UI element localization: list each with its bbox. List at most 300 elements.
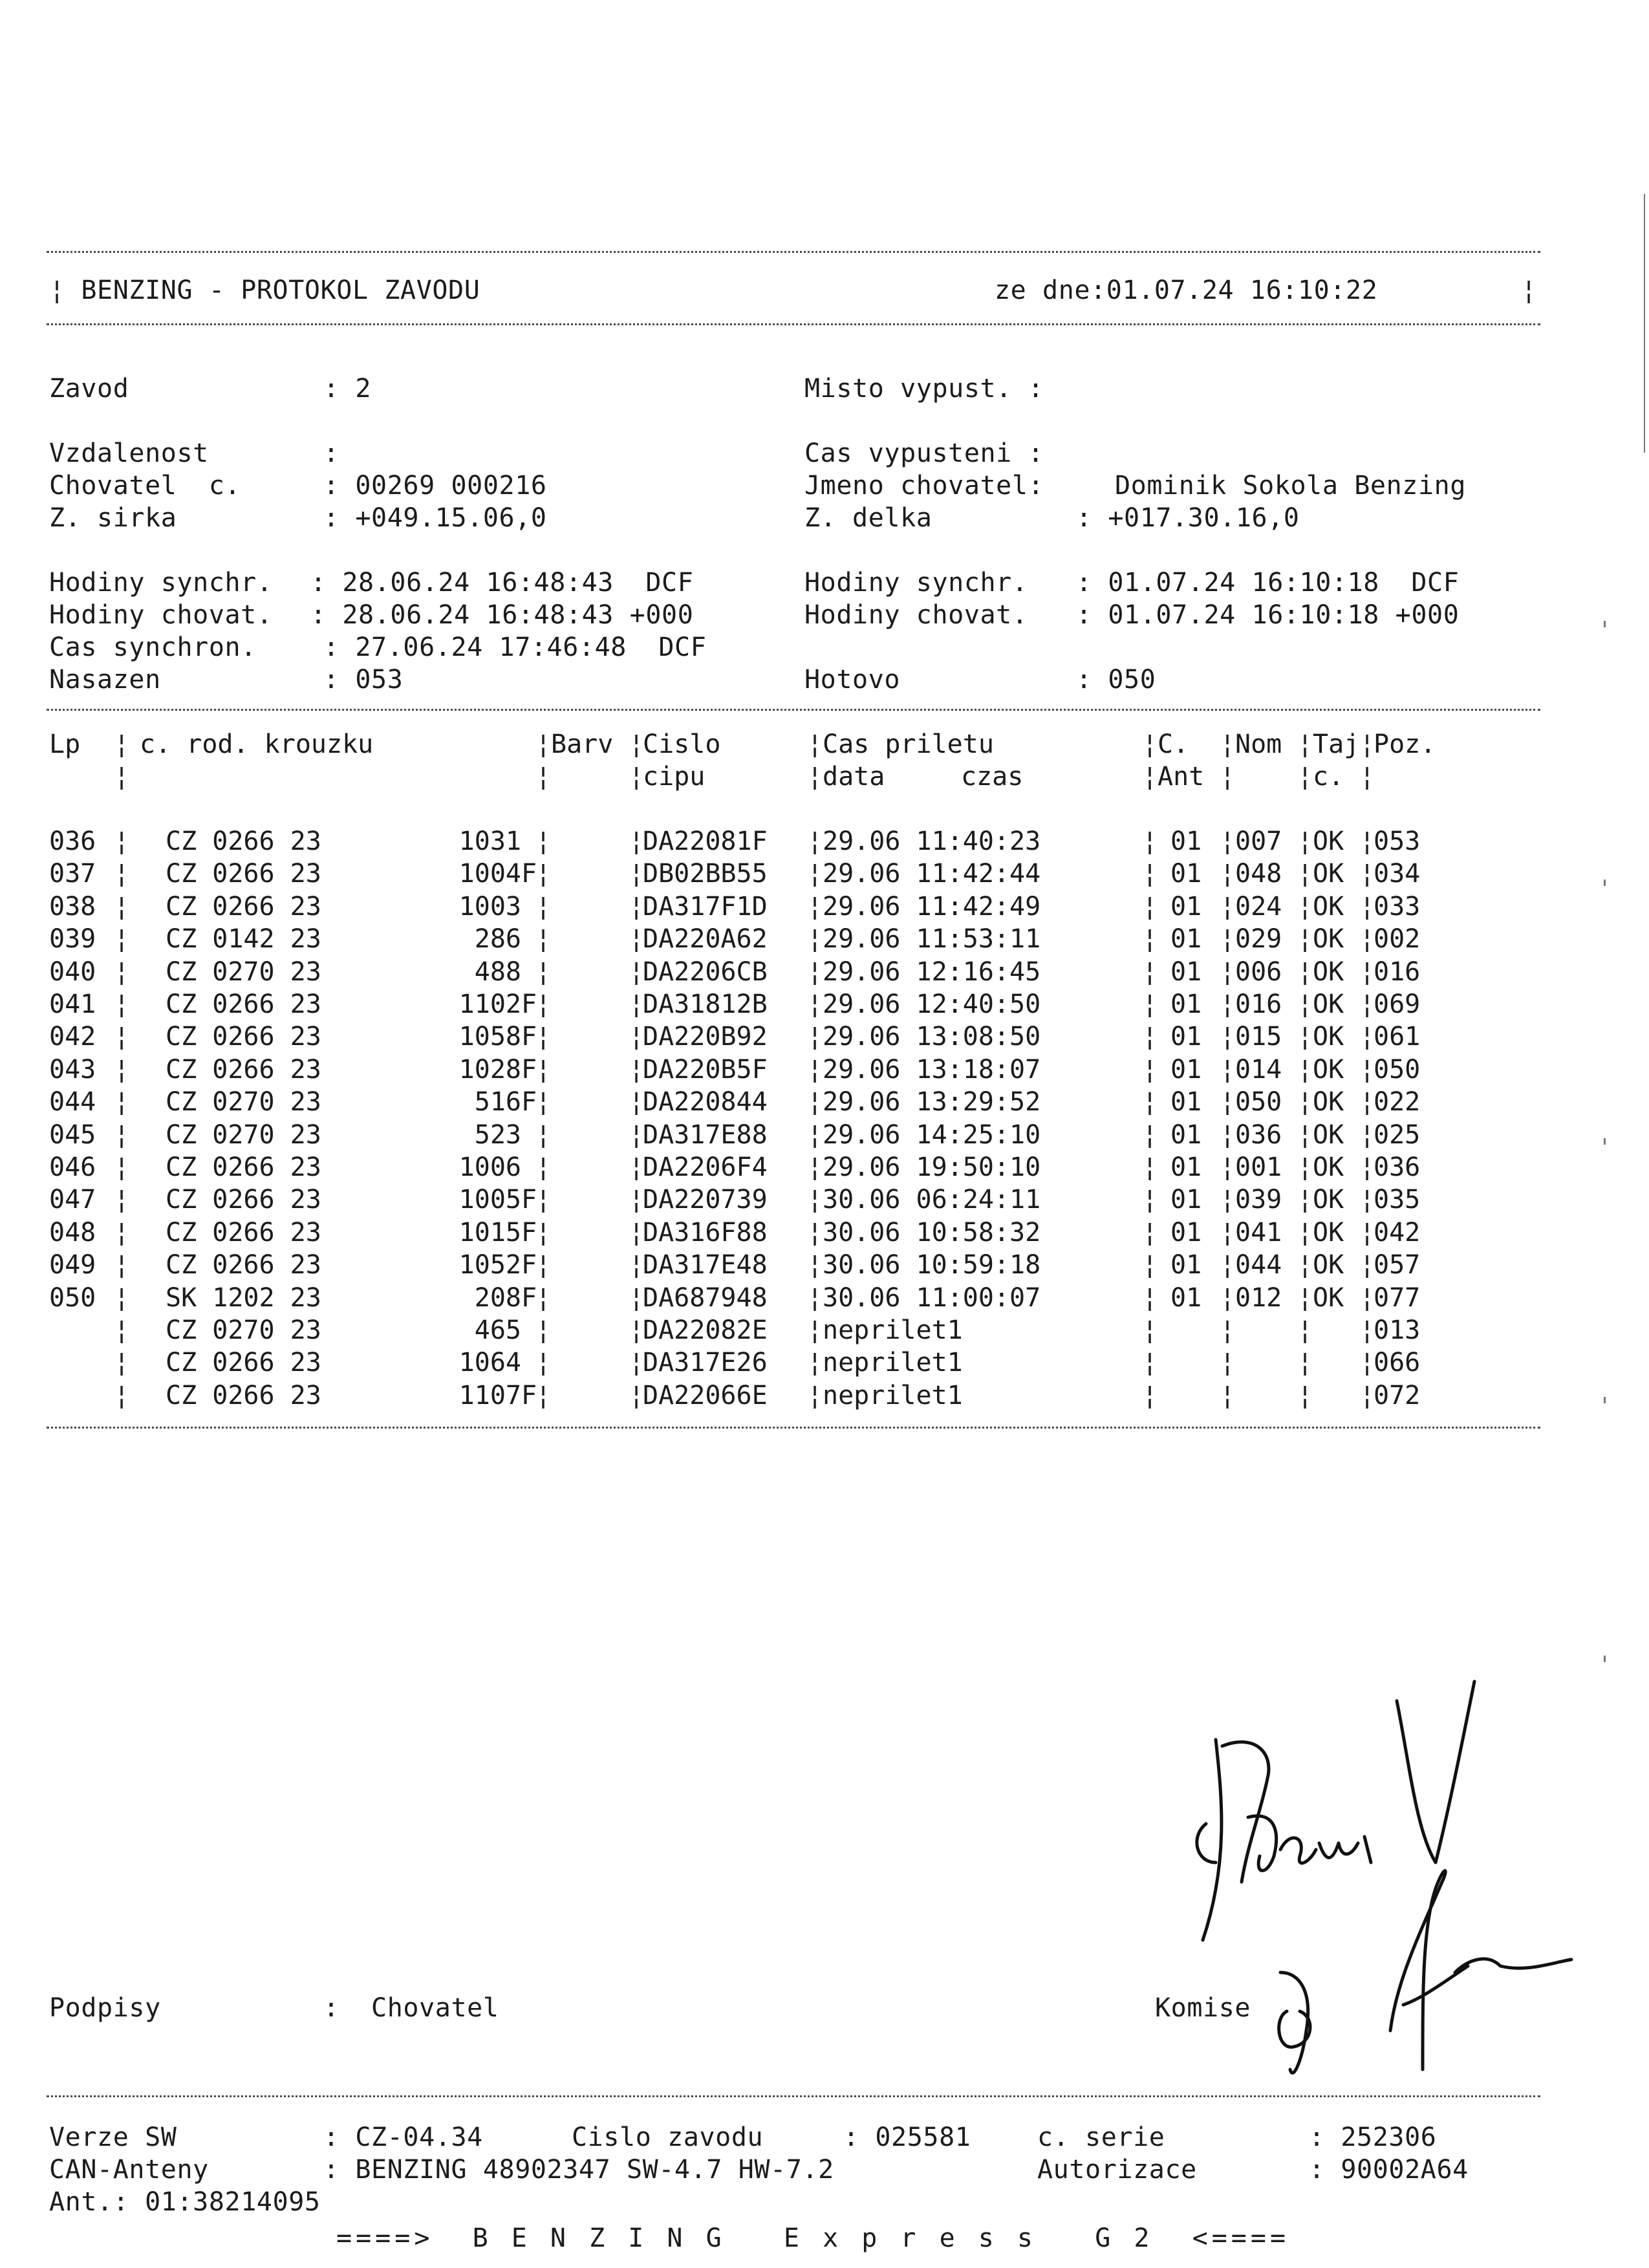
ring-flag-cell: F — [521, 1185, 537, 1215]
footer-banner: ====> B E N Z I N G E x p r e s s G 2 <==== — [336, 2223, 1290, 2253]
position-cell: 053 — [1374, 826, 1421, 856]
column-separator: ¦ — [807, 859, 823, 889]
ring-number-cell: 1028 — [458, 1054, 521, 1085]
column-separator: ¦ — [535, 1282, 552, 1313]
position-cell: 072 — [1374, 1380, 1421, 1410]
column-separator: ¦ — [807, 1119, 823, 1150]
ring-cell: CZ 0266 23 — [166, 1022, 321, 1052]
lp-cell: 039 — [49, 924, 96, 955]
hodiny-synchr-label-1: Hodiny synchr. — [49, 568, 273, 598]
z-sirka-label: Z. sirka — [49, 503, 177, 533]
lp-cell: 044 — [49, 1087, 96, 1118]
jmeno-chovatel-label: Jmeno chovatel: — [804, 471, 1044, 501]
ant-value: 01:38214095 — [145, 2187, 321, 2217]
column-separator: ¦ — [1359, 1217, 1375, 1247]
column-separator: ¦ — [629, 891, 645, 922]
hodiny-chovat-label-2: Hodiny chovat. — [804, 600, 1028, 630]
column-separator: ¦ — [1220, 1315, 1236, 1345]
nom-cell: 029 — [1235, 924, 1282, 955]
header-cipu: cipu — [643, 762, 706, 792]
nom-cell: 015 — [1235, 1022, 1282, 1052]
chip-cell: DA220A62 — [643, 924, 768, 955]
position-cell: 061 — [1374, 1022, 1421, 1052]
hodiny-synchr-value-1: : 28.06.24 16:48:43 DCF — [310, 568, 694, 598]
header-lp: Lp — [49, 729, 81, 759]
taj-cell: OK — [1313, 1087, 1344, 1118]
column-separator: ¦ — [629, 1054, 645, 1085]
taj-cell: OK — [1313, 859, 1344, 889]
ring-cell: CZ 0266 23 — [166, 826, 321, 856]
column-separator: ¦ — [1220, 1250, 1236, 1280]
taj-cell: OK — [1313, 1152, 1344, 1182]
column-separator: ¦ — [114, 956, 130, 987]
column-separator: ¦ — [1142, 1315, 1158, 1345]
column-separator: ¦ — [535, 826, 552, 856]
lp-cell: 038 — [49, 891, 96, 922]
position-cell: 077 — [1374, 1282, 1421, 1313]
ring-number-cell: 1052 — [458, 1250, 521, 1280]
taj-cell: OK — [1313, 1217, 1344, 1247]
column-separator: ¦ — [535, 1152, 552, 1182]
chip-cell: DA22082E — [643, 1315, 768, 1345]
column-separator: ¦ — [1297, 924, 1313, 955]
arrival-time-cell: neprilet1 — [823, 1380, 963, 1410]
ring-flag-cell: F — [521, 1217, 537, 1247]
ring-flag-cell — [521, 1314, 537, 1346]
column-separator: ¦ — [1297, 1217, 1313, 1247]
column-separator: ¦ — [1297, 1152, 1313, 1182]
ring-number-cell: 1015 — [458, 1217, 521, 1247]
z-delka-label: Z. delka — [804, 503, 932, 533]
ring-number-cell: 488 — [474, 956, 521, 987]
ring-number-cell: 1031 — [458, 826, 521, 856]
arrival-time-cell: neprilet1 — [823, 1315, 963, 1345]
position-cell: 069 — [1374, 989, 1421, 1019]
column-separator: ¦ — [1142, 891, 1158, 922]
ring-number-cell: 1005 — [458, 1185, 521, 1215]
column-separator: ¦ — [1142, 1217, 1158, 1247]
misto-label: Misto vypust. : — [804, 374, 1044, 404]
column-separator: ¦ — [1220, 1087, 1236, 1118]
position-cell: 057 — [1374, 1250, 1421, 1280]
arrival-time-cell: 29.06 11:42:44 — [823, 859, 1041, 889]
column-separator: ¦ — [1220, 1054, 1236, 1085]
header-krouzek: c. rod. krouzku — [140, 729, 374, 759]
chip-cell: DA317F1D — [643, 891, 768, 922]
column-separator: ¦ — [1297, 826, 1313, 856]
column-separator: ¦ — [807, 1380, 823, 1410]
column-separator: ¦ — [1297, 1022, 1313, 1052]
nom-cell: 001 — [1235, 1152, 1282, 1182]
column-separator: ¦ — [807, 1054, 823, 1085]
chip-cell: DA220739 — [643, 1185, 768, 1215]
position-cell: 002 — [1374, 924, 1421, 955]
column-separator: ¦ — [1142, 1380, 1158, 1410]
taj-cell: OK — [1313, 1282, 1344, 1313]
column-separator: ¦ — [1220, 924, 1236, 955]
ring-number-cell: 1003 — [458, 891, 521, 922]
column-separator: ¦ — [114, 1282, 130, 1313]
cislo-zavodu-label: Cislo zavodu — [572, 2122, 764, 2152]
arrival-time-cell: 29.06 12:40:50 — [823, 989, 1041, 1019]
column-separator: ¦ — [629, 1217, 645, 1247]
ring-flag-cell: F — [521, 1282, 537, 1313]
column-separator: ¦ — [1220, 1282, 1236, 1313]
chip-cell: DA220844 — [643, 1087, 768, 1118]
ring-cell: CZ 0270 23 — [166, 1315, 321, 1345]
column-separator: ¦ — [807, 1282, 823, 1313]
nom-cell: 039 — [1235, 1185, 1282, 1215]
column-separator: ¦ — [535, 1087, 552, 1118]
serie-value: : 252306 — [1309, 2122, 1437, 2152]
arrival-time-cell: 30.06 10:58:32 — [823, 1217, 1041, 1247]
column-separator: ¦ — [629, 989, 645, 1019]
divider — [47, 323, 1540, 325]
taj-cell: OK — [1313, 1119, 1344, 1150]
lp-cell: 040 — [49, 956, 96, 987]
header-cislo: Cislo — [643, 729, 721, 759]
divider — [47, 709, 1540, 711]
chip-cell: DA220B92 — [643, 1022, 768, 1052]
column-separator: ¦ — [114, 1087, 130, 1118]
vzdalenost-value: : — [323, 438, 356, 468]
ring-cell: CZ 0266 23 — [166, 1348, 321, 1378]
column-separator: ¦ — [1220, 1348, 1236, 1378]
column-separator: ¦ — [1142, 989, 1158, 1019]
column-separator: ¦ — [1297, 1250, 1313, 1280]
column-separator: ¦ — [1220, 826, 1236, 856]
arrival-time-cell: 29.06 13:29:52 — [823, 1087, 1041, 1118]
column-separator: ¦ — [1142, 826, 1158, 856]
column-separator: ¦ — [1142, 1250, 1158, 1280]
column-separator: ¦ — [1359, 1119, 1375, 1150]
column-separator: ¦ — [535, 1185, 552, 1215]
chip-cell: DA317E26 — [643, 1348, 768, 1378]
ring-flag-cell: F — [521, 1250, 537, 1280]
taj-cell: OK — [1313, 1054, 1344, 1085]
column-separator: ¦ — [535, 956, 552, 987]
lp-cell: 037 — [49, 859, 96, 889]
hodiny-chovat-value-1: : 28.06.24 16:48:43 +000 — [310, 600, 694, 630]
can-anteny-value: : BENZING 48902347 SW-4.7 HW-7.2 — [323, 2155, 834, 2185]
arrival-time-cell: 29.06 11:42:49 — [823, 891, 1041, 922]
chovatel-signature-label: : Chovatel — [323, 1993, 499, 2023]
column-separator: ¦ — [1220, 891, 1236, 922]
column-separator: ¦ — [1142, 1087, 1158, 1118]
chip-cell: DB02BB55 — [643, 859, 768, 889]
ring-cell: CZ 0266 23 — [166, 1185, 321, 1215]
column-separator: ¦ — [807, 1217, 823, 1247]
document-date: 01.07.24 16:10:22 — [1106, 275, 1378, 305]
position-cell: 022 — [1374, 1087, 1421, 1118]
column-separator: ¦ — [807, 1152, 823, 1182]
cas-synchron-value: : 27.06.24 17:46:48 DCF — [323, 632, 707, 662]
ring-flag-cell — [521, 956, 537, 988]
arrival-time-cell: 29.06 19:50:10 — [823, 1152, 1041, 1182]
nom-cell: 007 — [1235, 826, 1282, 856]
position-cell: 042 — [1374, 1217, 1421, 1247]
column-separator: ¦ — [629, 826, 645, 856]
column-separator: ¦ — [1297, 1054, 1313, 1085]
chovatel-label: Chovatel c. — [49, 471, 241, 501]
column-separator: ¦ — [629, 924, 645, 955]
column-separator: ¦ — [807, 1087, 823, 1118]
header-barv: Barv — [551, 729, 614, 759]
column-separator: ¦ — [807, 956, 823, 987]
position-cell: 035 — [1374, 1185, 1421, 1215]
chip-cell: DA22066E — [643, 1380, 768, 1410]
header-czas: czas — [961, 762, 1024, 792]
column-separator: ¦ — [535, 1315, 552, 1345]
autorizace-value: : 90002A64 — [1309, 2155, 1469, 2185]
taj-cell: OK — [1313, 924, 1344, 955]
column-separator: ¦ — [1297, 859, 1313, 889]
header-poz: Poz. — [1374, 729, 1436, 759]
taj-cell: OK — [1313, 1022, 1344, 1052]
column-separator: ¦ — [114, 1380, 130, 1410]
chip-cell: DA316F88 — [643, 1217, 768, 1247]
column-separator: ¦ — [535, 859, 552, 889]
antenna-cell: 01 — [1170, 1152, 1202, 1182]
antenna-cell: 01 — [1170, 1217, 1202, 1247]
column-separator: ¦ — [807, 1348, 823, 1378]
column-separator: ¦ — [1359, 1380, 1375, 1410]
column-separator: ¦ — [629, 1152, 645, 1182]
ring-number-cell: 1064 — [458, 1348, 521, 1378]
ring-cell: CZ 0266 23 — [166, 1217, 321, 1247]
column-separator: ¦ — [1142, 1282, 1158, 1313]
column-separator: ¦ — [114, 1348, 130, 1378]
ring-number-cell: 1107 — [458, 1380, 521, 1410]
column-separator: ¦ — [1220, 989, 1236, 1019]
lp-cell: 036 — [49, 826, 96, 856]
column-separator: ¦ — [1142, 924, 1158, 955]
chovatel-value: : 00269 000216 — [323, 471, 547, 501]
column-separator: ¦ — [629, 1185, 645, 1215]
komise-signature-label: Komise — [1155, 1993, 1251, 2023]
ring-number-cell: 523 — [474, 1119, 521, 1150]
column-separator: ¦ — [1220, 956, 1236, 987]
column-separator: ¦ — [807, 891, 823, 922]
column-separator: ¦ — [114, 1315, 130, 1345]
ring-flag-cell — [521, 1119, 537, 1151]
column-separator: ¦ — [535, 891, 552, 922]
position-cell: 013 — [1374, 1315, 1421, 1345]
lp-cell: 046 — [49, 1152, 96, 1182]
header-taj-c: c. — [1313, 762, 1344, 792]
column-separator: ¦ — [1297, 1315, 1313, 1345]
header-c: C. — [1158, 729, 1189, 759]
chip-cell: DA317E48 — [643, 1250, 768, 1280]
column-separator: ¦ — [1359, 859, 1375, 889]
ring-number-cell: 465 — [474, 1315, 521, 1345]
header-taj: Taj — [1313, 729, 1360, 759]
column-separator: ¦ — [1359, 1250, 1375, 1280]
column-separator: ¦ — [629, 956, 645, 987]
column-separator: ¦ — [629, 1250, 645, 1280]
divider — [47, 2095, 1540, 2097]
antenna-cell: 01 — [1170, 1119, 1202, 1150]
ring-number-cell: 1058 — [458, 1022, 521, 1052]
column-separator: ¦ — [1297, 1087, 1313, 1118]
antenna-cell: 01 — [1170, 826, 1202, 856]
antenna-cell: 01 — [1170, 859, 1202, 889]
column-separator: ¦ — [1297, 1380, 1313, 1410]
column-separator: ¦ — [535, 1250, 552, 1280]
chip-cell: DA2206CB — [643, 956, 768, 987]
column-separator: ¦ — [114, 1054, 130, 1085]
autorizace-label: Autorizace — [1037, 2155, 1197, 2185]
header-data: data — [823, 762, 885, 792]
verze-label: Verze SW — [49, 2122, 177, 2152]
antenna-cell: 01 — [1170, 924, 1202, 955]
column-separator: ¦ — [629, 1022, 645, 1052]
column-separator: ¦ — [1142, 1152, 1158, 1182]
antenna-cell: 01 — [1170, 956, 1202, 987]
taj-cell: OK — [1313, 956, 1344, 987]
hotovo-label: Hotovo — [804, 665, 901, 695]
column-separator: ¦ — [1142, 1022, 1158, 1052]
column-separator: ¦ — [114, 1022, 130, 1052]
race-protocol-document: ¦ BENZING - PROTOKOL ZAVODU ze dne:01.07.24 16:10:22 ¦ Zavod : 2 Vzdalenost : Chovatel c. : 00269 000216 Z. sirka : +049.15.06,0 Hodiny synchr. : 28.06.24 16:48:43 DCF Hodiny chovat. : 28.06.24 16:48:43 +000 Cas synchron. : 27.06.24 17:46:48 DCF Nasazen : 053 Misto vypust. : Cas vypusteni : Jmeno chovatel: Dominik Sokola Benzing Z. delka : +017.30.16,0 Hodiny synchr. : 01.07.24 16:10:18 DCF Hodiny chovat. : 01.07.24 16:10:18 +000 Hotovo : 050 Lp ¦ c. rod. krouzku ¦ Barv ¦ Cislo ¦ Cas priletu ¦ C. ¦ Nom ¦ Taj ¦ Poz. ¦ ¦ ¦ cipu ¦ data czas ¦ Ant ¦ ¦ c. ¦ 036 ¦ CZ 0266 23 1031 ¦ ¦ DA22081F ¦ 29.06 11:40:23 ¦ 01 ¦ 007 ¦ OK ¦ 053 037 ¦ CZ 0266 23 1004 F ¦ ¦ DB02BB55 ¦ 29.06 11:42:44 ¦ 01 ¦ 048 ¦ OK ¦ 034 038 ¦ CZ 0266 23 1003 ¦ ¦ DA317F1D ¦ 29.06 11:42:49 ¦ 01 ¦ 024 ¦ OK ¦ 033 039 ¦ CZ 0142 23 286 ¦ ¦ DA220A62 ¦ 29.06 11:53:11 ¦ 01 ¦ 029 ¦ OK ¦ 002 040 ¦ CZ 0270 23 488 ¦ ¦ DA2206CB ¦ 29.06 12:16:45 ¦ 01 ¦ 006 ¦ OK ¦ 016 041 ¦ CZ 0266 23 1102 F ¦ ¦ DA31812B ¦ 29.06 12:40:50 ¦ 01 ¦ 016 ¦ OK ¦ 069 042 ¦ CZ 0266 23 1058 F ¦ ¦ DA220B92 ¦ 29.06 13:08:50 ¦ 01 ¦ 015 ¦ OK ¦ 061 043 ¦ CZ 0266 23 1028 F ¦ ¦ DA220B5F ¦ 29.06 13:18:07 ¦ 01 ¦ 014 ¦ OK ¦ 050 044 ¦ CZ 0270 23 516 F ¦ ¦ DA220844 ¦ 29.06 13:29:52 ¦ 01 ¦ 050 ¦ OK ¦ 022 045 ¦ CZ 0270 23 523 ¦ ¦ DA317E88 ¦ 29.06 14:25:10 ¦ 01 ¦ 036 ¦ OK ¦ 025 046 ¦ CZ 0266 23 1006 ¦ ¦ DA2206F4 ¦ 29.06 19:50:10 ¦ 01 ¦ 001 ¦ OK ¦ 036 047 ¦ CZ 0266 23 1005 F ¦ ¦ DA220739 ¦ 30.06 06:24:11 ¦ 01 ¦ 039 ¦ OK ¦ 035 048 ¦ CZ 0266 23 1015 F ¦ ¦ DA316F88 ¦ 30.06 10:58:32 ¦ 01 ¦ 041 ¦ OK ¦ 042 049 ¦ CZ 0266 23 1052 F ¦ ¦ DA317E48 ¦ 30.06 10:59:18 ¦ 01 ¦ 044 ¦ OK ¦ 057 050 ¦ SK 1202 23 208 F ¦ ¦ DA687948 ¦ 30.06 11:00:07 ¦ 01 ¦ 012 ¦ OK ¦ 077 ¦ CZ 0270 23 465 ¦ ¦ DA22082E ¦ neprilet1 ¦ ¦ ¦ ¦ 013 ¦ CZ 0266 23 1064 ¦ ¦ DA317E26 ¦ neprilet1 ¦ ¦ ¦ ¦ 066 ¦ CZ 0266 23 1107 F ¦ ¦ DA22066E ¦ neprilet1 ¦ ¦ ¦ ¦ 072 Podpisy : Chovatel Komise Verze SW : CZ-04.34 Cislo zavodu : 025581 c. serie : 252306 CAN-Anteny : BENZING 48902347 SW-4.7 HW-7.2 Autorizace : 90002A64 Ant.: 01:38214095 ====> B E N Z I N G E x p r e s s G 2 <==== — [0, 0, 1649, 2268]
column-separator: ¦ — [1297, 1119, 1313, 1150]
position-cell: 025 — [1374, 1119, 1421, 1150]
column-separator: ¦ — [535, 924, 552, 955]
ring-flag-cell — [521, 1151, 537, 1183]
antenna-cell: 01 — [1170, 1185, 1202, 1215]
ring-number-cell: 1006 — [458, 1152, 521, 1182]
column-separator: ¦ — [807, 826, 823, 856]
ring-flag-cell — [521, 1346, 537, 1379]
column-separator: ¦ — [1220, 1152, 1236, 1182]
hodiny-synchr-value-2: : 01.07.24 16:10:18 DCF — [1076, 568, 1460, 598]
antenna-cell: 01 — [1170, 1282, 1202, 1313]
chip-cell: DA2206F4 — [643, 1152, 768, 1182]
column-separator: ¦ — [1297, 891, 1313, 922]
column-separator: ¦ — [114, 1119, 130, 1150]
column-separator: ¦ — [1220, 1185, 1236, 1215]
column-separator: ¦ — [1297, 1282, 1313, 1313]
chip-cell: DA220B5F — [643, 1054, 768, 1085]
antenna-cell: 01 — [1170, 1250, 1202, 1280]
column-separator: ¦ — [629, 1348, 645, 1378]
position-cell: 050 — [1374, 1054, 1421, 1085]
cas-vypusteni-label: Cas vypusteni : — [804, 438, 1044, 468]
verze-value: : CZ-04.34 — [323, 2122, 483, 2152]
cas-synchron-label: Cas synchron. — [49, 632, 257, 662]
column-separator: ¦ — [1142, 956, 1158, 987]
lp-cell: 042 — [49, 1022, 96, 1052]
column-separator: ¦ — [535, 989, 552, 1019]
column-separator: ¦ — [629, 1087, 645, 1118]
header-nom: Nom — [1235, 729, 1282, 759]
column-separator: ¦ — [807, 1250, 823, 1280]
serie-label: c. serie — [1037, 2122, 1165, 2152]
nom-cell: 041 — [1235, 1217, 1282, 1247]
nasazen-value: : 053 — [323, 665, 404, 695]
lp-cell: 047 — [49, 1185, 96, 1215]
column-separator: ¦ — [114, 1250, 130, 1280]
nasazen-label: Nasazen — [49, 665, 161, 695]
ring-cell: CZ 0270 23 — [166, 1087, 321, 1118]
header-date-block — [995, 274, 1377, 307]
ring-cell: CZ 0270 23 — [166, 956, 321, 987]
column-separator: ¦ — [1359, 1185, 1375, 1215]
lp-cell: 043 — [49, 1054, 96, 1085]
ring-cell: CZ 0266 23 — [166, 891, 321, 922]
column-separator: ¦ — [629, 1119, 645, 1150]
column-separator: ¦ — [535, 1119, 552, 1150]
column-separator: ¦ — [1359, 1022, 1375, 1052]
arrival-time-cell: 29.06 11:53:11 — [823, 924, 1041, 955]
arrival-time-cell: 29.06 13:18:07 — [823, 1054, 1041, 1085]
column-separator: ¦ — [1359, 1348, 1375, 1378]
arrival-time-cell: 30.06 11:00:07 — [823, 1282, 1041, 1313]
cislo-zavodu-value: : 025581 — [843, 2122, 971, 2152]
column-separator: ¦ — [535, 1348, 552, 1378]
column-separator: ¦ — [629, 1380, 645, 1410]
column-separator: ¦ — [1297, 956, 1313, 987]
scan-edge-mark — [1604, 1138, 1606, 1145]
ring-number-cell: 516 — [474, 1087, 521, 1118]
lp-cell: 041 — [49, 989, 96, 1019]
column-separator: ¦ — [114, 859, 130, 889]
lp-cell: 049 — [49, 1250, 96, 1280]
position-cell: 016 — [1374, 956, 1421, 987]
column-separator: ¦ — [807, 1022, 823, 1052]
column-separator: ¦ — [1142, 1054, 1158, 1085]
arrival-time-cell: 29.06 14:25:10 — [823, 1119, 1041, 1150]
scan-edge-mark — [1604, 1656, 1606, 1662]
hodiny-synchr-label-2: Hodiny synchr. — [804, 568, 1028, 598]
lp-cell: 045 — [49, 1119, 96, 1150]
divider — [47, 251, 1540, 253]
ring-number-cell: 1004 — [458, 859, 521, 889]
ring-flag-cell: F — [521, 1380, 537, 1410]
column-separator: ¦ — [807, 989, 823, 1019]
column-separator: ¦ — [114, 1185, 130, 1215]
scan-edge-mark — [1604, 621, 1606, 627]
ring-cell: CZ 0142 23 — [166, 924, 321, 955]
date-label: ze dne: — [995, 275, 1106, 305]
antenna-cell: 01 — [1170, 891, 1202, 922]
ring-flag-cell — [521, 825, 537, 858]
antenna-cell: 01 — [1170, 989, 1202, 1019]
arrival-time-cell: 30.06 10:59:18 — [823, 1250, 1041, 1280]
nom-cell: 012 — [1235, 1282, 1282, 1313]
zavod-value: : 2 — [323, 374, 372, 404]
vzdalenost-label: Vzdalenost — [49, 438, 209, 468]
column-separator: ¦ — [114, 989, 130, 1019]
nom-cell: 006 — [1235, 956, 1282, 987]
column-separator: ¦ — [114, 924, 130, 955]
scan-edge-mark — [1604, 880, 1606, 886]
ring-cell: CZ 0266 23 — [166, 1250, 321, 1280]
column-separator: ¦ — [1359, 826, 1375, 856]
ring-cell: CZ 0266 23 — [166, 1054, 321, 1085]
hodiny-chovat-value-2: : 01.07.24 16:10:18 +000 — [1076, 600, 1460, 630]
hodiny-chovat-label-1: Hodiny chovat. — [49, 600, 273, 630]
position-cell: 036 — [1374, 1152, 1421, 1182]
hotovo-value: : 050 — [1076, 665, 1156, 695]
header-ant: Ant — [1158, 762, 1205, 792]
arrival-time-cell: 29.06 13:08:50 — [823, 1022, 1041, 1052]
column-separator: ¦ — [1297, 1348, 1313, 1378]
scan-edge-mark — [1604, 1397, 1606, 1403]
column-separator: ¦ — [807, 924, 823, 955]
divider — [47, 1427, 1540, 1429]
antenna-cell: 01 — [1170, 1022, 1202, 1052]
